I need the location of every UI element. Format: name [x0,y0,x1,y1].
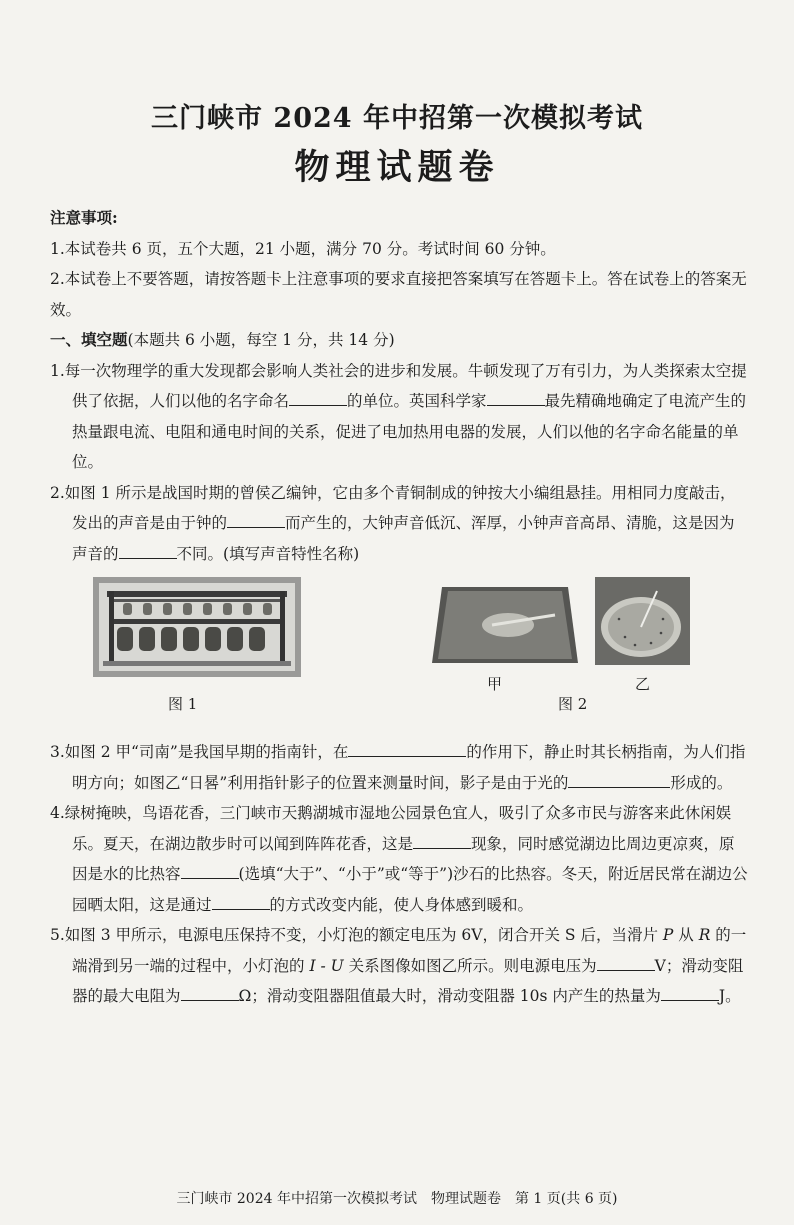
q4-text-b: 现象，同时感觉湖边比周边更凉爽，原因是水的比热容 [72,834,735,883]
q5-text-d: 关系图像如图乙所示。则电源电压为 [343,956,597,975]
section-heading [50,325,750,356]
notice-item-1: 1.本试卷共 6 页，五个大题，21 小题，满分 70 分。考试时间 60 分钟。 [50,239,556,258]
q5-text-b: 从 [673,926,699,944]
sinan-compass-photo [430,585,580,665]
question-3 [50,737,750,798]
q1-text-b: 的单位。英国科学家 [347,392,487,410]
question-4 [50,798,750,920]
q3-blank-1 [348,737,466,757]
q3-text-b: 的作用下，静止时其长柄指南，为人们指明方向；如图乙“日晷”利用指针影子的位置来测量时间，影子是由于光的 [72,743,746,792]
q5-text-g: J。 [718,987,741,1005]
notice-heading: 注意事项: [50,208,118,227]
q1-blank-2 [487,386,545,406]
q5-blank-3 [661,981,719,1001]
notice-item-2: 2.本试卷上不要答题，请按答题卡上注意事项的要求直接把答案填写在答题卡上。答在试卷上的答案无效。 [50,270,747,319]
question-5 [50,920,750,1012]
q3-text-c: 形成的。 [670,773,733,792]
question-1 [50,356,750,478]
q5-symbol-r: R [698,926,711,944]
fig2-jia-label: 甲 [487,675,503,693]
q4-text-d: 的方式改变内能，使人身体感到暖和。 [269,895,534,914]
q2-text-c: 不同。(填写声音特性名称) [176,544,360,563]
exam-title: 三门峡市 2024 年中招第一次模拟考试 [151,103,643,134]
q4-text-a: 4.绿树掩映，鸟语花香，三门峡市天鹅湖城市湿地公园景色宜人，吸引了众多市民与游客来此休闲娱乐。夏天，在湖边散步时可以闻到阵阵花香，这是 [50,804,732,853]
q4-blank-1 [413,829,471,849]
q5-symbol-p: P [662,926,674,944]
fig2-caption: 图 2 [558,695,588,713]
fig2-yi-label: 乙 [635,675,651,693]
paper-subtitle: 物理试题卷 [294,147,500,188]
q5-text-e: V；滑动变阻器的最大电阻为 [72,956,744,1005]
fig1-caption: 图 1 [168,695,198,713]
q5-symbol-iu: I - U [309,956,344,975]
q2-blank-2 [119,539,177,559]
section-info: (本题共 6 小题，每空 1 分，共 14 分) [127,331,395,349]
q1-text-a: 1.每一次物理学的重大发现都会影响人类社会的进步和发展。牛顿发现了万有引力，为人类探索太空提供了依据，人们以他的名字命名 [50,361,747,410]
q5-blank-2 [181,981,239,1001]
q3-text-a: 3.如图 2 甲“司南”是我国早期的指南针，在 [50,743,349,761]
q2-text-b: 而产生的，大钟声音低沉、浑厚，小钟声音高昂、清脆，这是因为声音的 [72,514,735,563]
page-footer: 三门峡市 2024 年中招第一次模拟考试 物理试题卷 第 1 页(共 6 页) [176,1191,618,1207]
q1-blank-1 [289,386,347,406]
exam-content [50,203,750,1012]
q2-text-a: 2.如图 1 所示是战国时期的曾侯乙编钟，它由多个青铜制成的钟按大小编组悬挂。用相同力度敲击，发出的声音是由于钟的 [50,483,736,532]
q5-text-a: 5.如图 3 甲所示，电源电压保持不变，小灯泡的额定电压为 6V，闭合开关 S 后，当滑片 [50,926,663,944]
sundial-photo [595,577,690,665]
section-title: 一、填空题 [50,330,128,349]
question-2 [50,478,750,570]
q3-blank-2 [568,768,670,788]
q1-text-c: 最先精确地确定了电流产生的热量跟电流、电阻和通电时间的关系，促进了电加热用电器的发展，人们以他的名字命名能量的单位。 [72,392,747,471]
q5-text-c: 的一端滑到另一端的过程中，小灯泡的 [72,926,747,975]
q5-text-f: Ω；滑动变阻器阻值最大时，滑动变阻器 10s 内产生的热量为 [238,987,661,1005]
figures-row [50,577,750,727]
q4-text-c: (选填“大于”、“小于”或“等于”)沙石的比热容。冬天，附近居民常在湖边公园晒太阳，这是通过 [72,865,748,914]
q4-blank-2 [181,859,239,879]
q2-blank-1 [227,508,285,528]
bianzhong-bells-photo [93,577,301,677]
q4-blank-3 [212,890,270,910]
q5-blank-1 [597,951,655,971]
